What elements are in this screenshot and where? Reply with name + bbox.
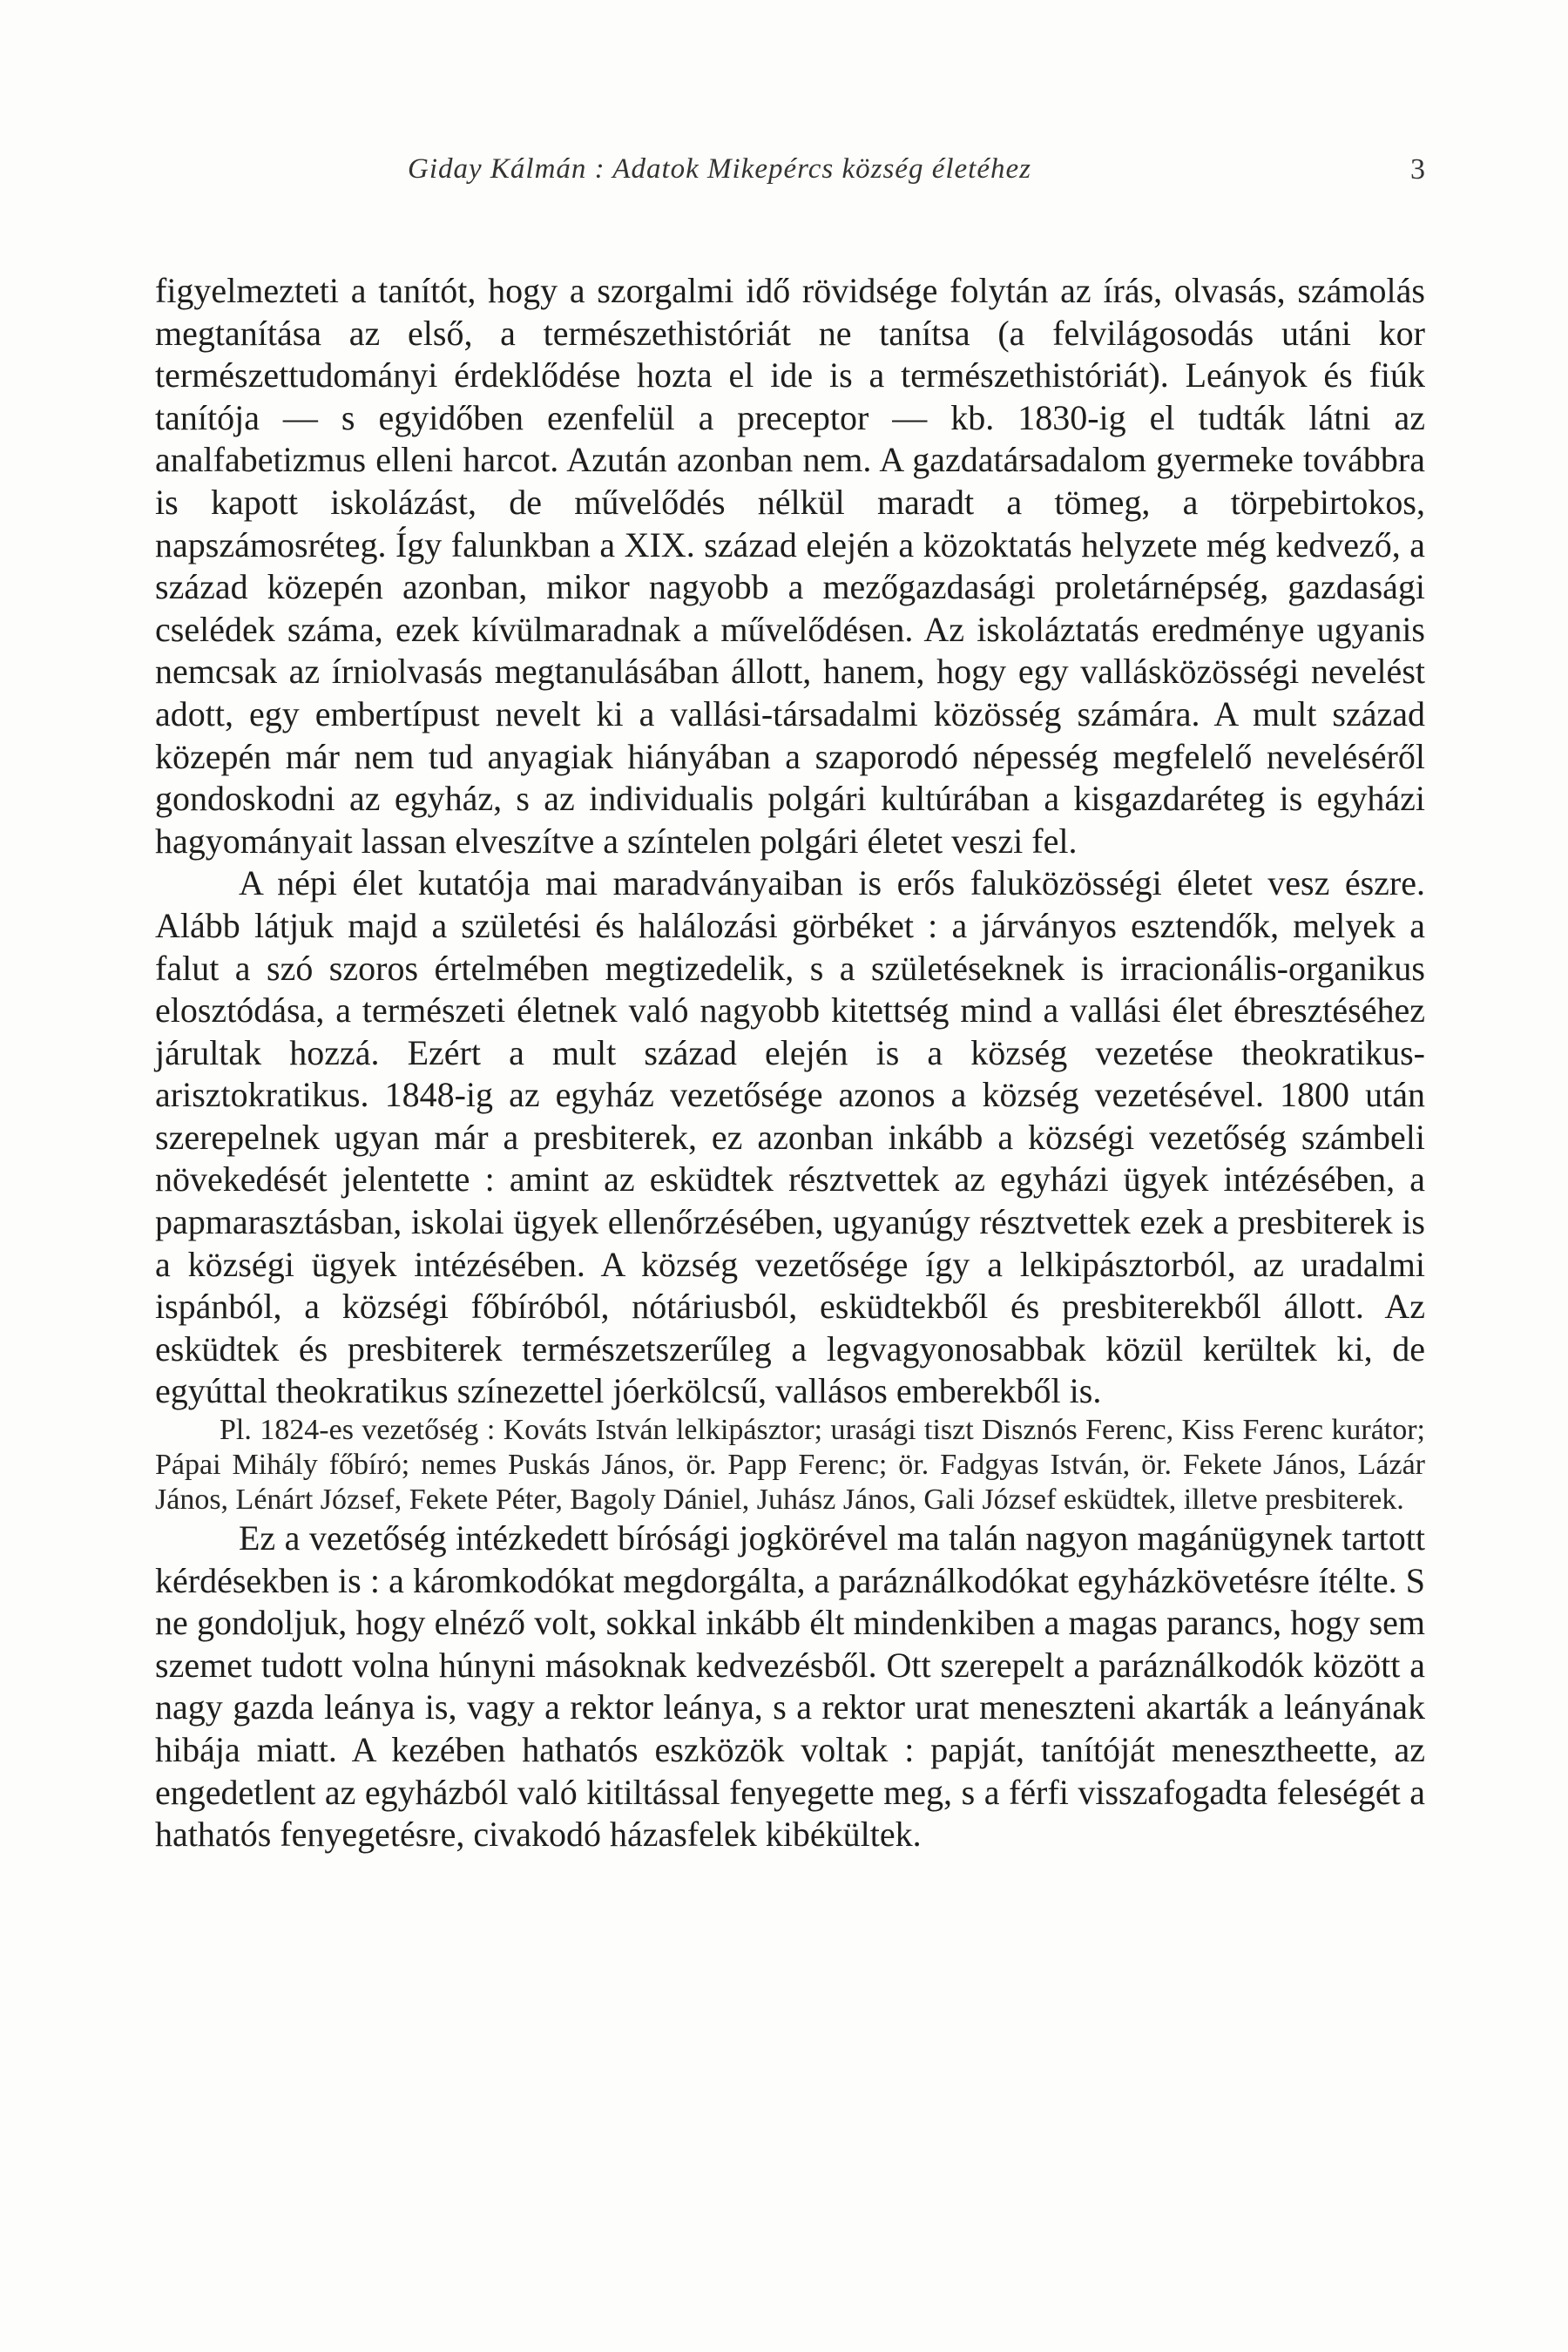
paragraph-3: Ez a vezetőség intézkedett bírósági jogkörével ma talán nagyon magánügynek tartott kérdésekben is : a káromkodókat megdorgálta, a paráználkodókat egyházkövetésre ítélte. S ne gondoljuk, hogy elnéző volt, sokkal inkább élt mindenkiben a magas parancs, hogy sem szemet tudott volna húnyni másoknak kedvezésből. Ott szerepelt a paráználkodók között a nagy gazda leánya is, vagy a rektor leánya, s a rektor urat meneszteni akarták a leányának hibája miatt. A kezében hathatós eszközök voltak : papját, tanítóját menesztheette, az engedetlent az egyházból való kitiltással fenyegette meg, s a férfi visszafogadta feleségét a hathatós fenyegetésre, civakodó házasfelek kibékültek.	[155, 1518, 1425, 1855]
page-number: 3	[1410, 153, 1425, 186]
paragraph-2: A népi élet kutatója mai maradványaiban is erős faluközösségi életet vesz észre. Alább látjuk majd a születési és halálozási görbéket : a járványos esztendők, melyek a falut a szó szoros értelmében megtizedelik, s a születéseknek is irracionális-organikus elosztódása, a természeti életnek való nagyobb kitettség mind a vallási élet ébresztéséhez járultak hozzá. Ezért a mult század elején is a község vezetése theokratikus-arisztokratikus. 1848-ig az egyház vezetősége azonos a község vezetésével. 1800 után szerepelnek ugyan már a presbiterek, ez azonban inkább a községi vezetőség számbeli növekedését jelentette : amint az esküdtek résztvettek az egyházi ügyek intézésében, a papmarasztásban, iskolai ügyek ellenőrzésében, ugyanúgy résztvettek ezek a presbiterek is a községi ügyek intézésében. A község vezetősége így a lelkipásztorból, az uradalmi ispánból, a községi főbíróból, nótáriusból, esküdtekből és presbiterekből állott. Az esküdtek és presbiterek természetszerűleg a legvagyonosabbak közül kerültek ki, de egyúttal theokratikus színezettel jóerkölcsű, vallásos emberekből is.	[155, 863, 1425, 1411]
paragraph-1: figyelmezteti a tanítót, hogy a szorgalmi idő rövidsége folytán az írás, olvasás, számolás megtanítása az első, a természethistóriát ne tanítsa (a felvilágosodás utáni kor természettudományi érdeklődése hozta el ide is a természethistóriát). Leányok és fiúk tanítója — s egyidőben ezenfelül a preceptor — kb. 1830-ig el tudták látni az analfabetizmus elleni harcot. Azután azonban nem. A gazdatársadalom gyermeke továbbra is kapott iskolázást, de művelődés nélkül maradt a tömeg, a törpebirtokos, napszámosréteg. Így falunkban a XIX. század elején a közoktatás helyzete még kedvező, a század közepén azonban, mikor nagyobb a mezőgazdasági proletárnépség, gazdasági cselédek száma, ezek kívülmaradnak a művelődésen. Az iskoláztatás eredménye ugyanis nemcsak az írniolvasás megtanulásában állott, hanem, hogy egy vallásközösségi nevelést adott, egy embertípust nevelt ki a vallási-társadalmi közösség számára. A mult század közepén már nem tud anyagiak hiányában a szaporodó népesség megfelelő neveléséről gondoskodni az egyház, s az individualis polgári kultúrában a kisgazdaréteg is egyházi hagyományait lassan elveszítve a színtelen polgári életet veszi fel.	[155, 271, 1425, 861]
running-head	[155, 153, 1425, 197]
running-title: Giday Kálmán : Adatok Mikepércs község életéhez	[408, 153, 1031, 185]
body-text	[155, 270, 1425, 1856]
footnote: Pl. 1824-es vezetőség : Kováts István lelkipásztor; urasági tiszt Disznós Ferenc, Kiss Ferenc kurátor; Pápai Mihály főbíró; nemes Puskás János, ör. Papp Ferenc; ör. Fadgyas István, ör. Fekete János, Lázár János, Lénárt József, Fekete Péter, Bagoly Dániel, Juhász János, Gali József esküdtek, illetve presbiterek.	[155, 1414, 1425, 1517]
